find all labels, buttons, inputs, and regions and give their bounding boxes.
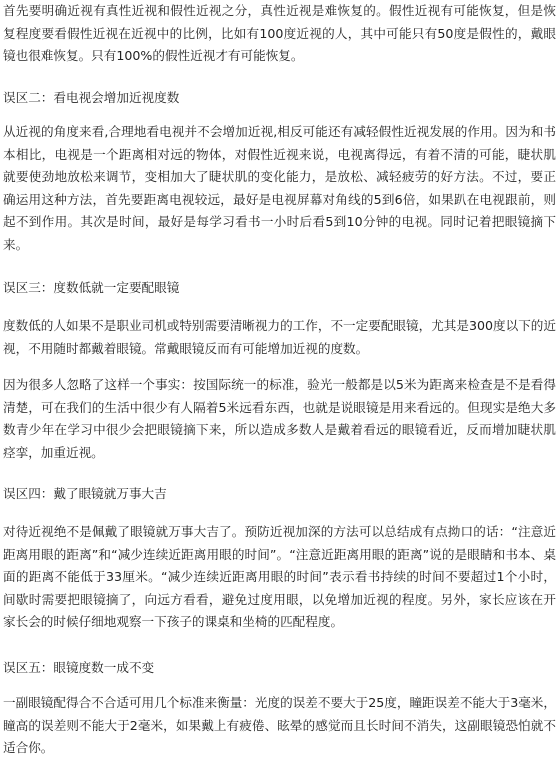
- heading-myth-4: 误区四：戴了眼镜就万事大吉: [3, 486, 167, 501]
- paragraph-myth-3-b: 因为很多人忽略了这样一个事实：按国际统一的标准，验光一般都是以5米为距离来检查是不是看得清楚，可在我们的生活中很少有人隔着5米远看东西，也就是说眼镜是用来看远的。但现实是绝大多数青少年在学习中很少会把眼镜摘下来，所以造成多数人是戴着看远的眼镜看近，反而增加睫状肌痉挛，加重近视。: [3, 377, 556, 460]
- paragraph-myth-5: 一副眼镜配得合不合适可用几个标准来衡量：光度的误差不要大于25度，瞳距误差不能大于3毫米，瞳高的误差则不能大于2毫米，如果戴上有疲倦、眩晕的感觉而且长时间不消失，这副眼镜恐怕就不适合你。: [3, 695, 556, 755]
- paragraph-myth-4: 对待近视绝不是佩戴了眼镜就万事大吉了。预防近视加深的方法可以总结成有点拗口的话：“注意近距离用眼的距离”和“减少连续近距离用眼的时间”。“注意近距离用眼的距离”说的是眼睛和书本、桌面的距离不能低于33厘米。“减少连续近距离用眼的时间”表示看书持续的时间不要超过1个小时，间歇时需要把眼镜摘了，向远方看看，避免过度用眼，以免增加近视的程度。另外，家长应该在开家长会的时候仔细地观察一下孩子的课桌和坐椅的匹配程度。: [3, 524, 556, 629]
- paragraph-myth-3-a: 度数低的人如果不是职业司机或特别需要清晰视力的工作，不一定要配眼镜，尤其是300度以下的近视，不用随时都戴着眼镜。常戴眼镜反而有可能增加近视的度数。: [3, 318, 556, 356]
- heading-myth-5: 误区五：眼镜度数一成不变: [3, 660, 155, 675]
- paragraph-intro: 首先要明确近视有真性近视和假性近视之分，真性近视是难恢复的。假性近视有可能恢复，但是恢复程度要看假性近视在近视中的比例，比如有100度近视的人，其中可能只有50度是假性的，戴眼镜也很难恢复。只有100%的假性近视才有可能恢复。: [3, 3, 556, 63]
- heading-myth-3: 误区三：度数低就一定要配眼镜: [3, 280, 180, 295]
- heading-myth-2: 误区二：看电视会增加近视度数: [3, 90, 180, 105]
- paragraph-myth-2: 从近视的角度来看,合理地看电视并不会增加近视,相反可能还有减轻假性近视发展的作用。因为和书本相比，电视是一个距离相对远的物体，对假性近视来说，电视离得远，有着不清的可能，睫状肌就要使劲地放松来调节，变相加大了睫状肌的变化能力，是放松、减轻疲劳的好方法。不过，要正确运用这种方法，首先要距离电视较远，最好是电视屏幕对角线的5到6倍，如果趴在电视跟前，则起不到作用。其次是时间，最好是每学习看书一小时后看5到10分钟的电视。同时记着把眼镜摘下来。: [3, 124, 556, 252]
